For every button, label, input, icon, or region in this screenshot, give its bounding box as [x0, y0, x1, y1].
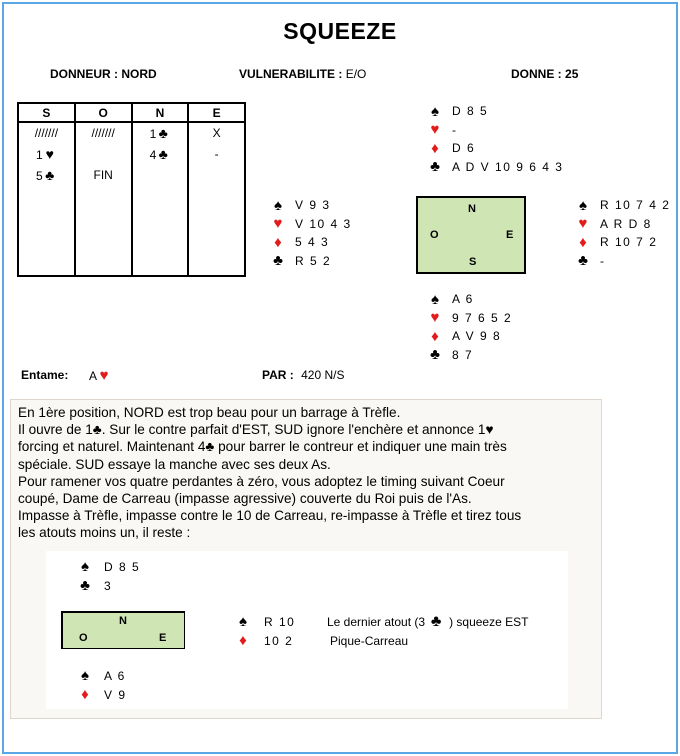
ending-east: ♠ R 10 ♦ 10 2 [236, 612, 295, 650]
donne-info: DONNE : 25 [511, 67, 579, 81]
bid-cell [188, 165, 245, 276]
entame-value: A ♥ [89, 367, 111, 384]
heart-icon: ♥ [45, 146, 54, 162]
club-icon: ♣ [430, 612, 442, 630]
bid-cell: 4 ♣ [132, 144, 189, 165]
heart-icon: ♥ [99, 367, 109, 384]
donneur-info: DONNEUR : NORD [50, 67, 157, 81]
spade-icon: ♠ [274, 196, 282, 214]
spade-icon: ♠ [579, 196, 587, 214]
diamond-icon: ♦ [274, 233, 282, 251]
spade-icon: ♠ [239, 613, 247, 630]
col-n: N [132, 103, 189, 122]
diamond-icon: ♦ [239, 632, 247, 649]
spade-icon: ♠ [431, 290, 439, 308]
north-hand: ♠ D 8 5 ♥ - ♦ D 6 ♣ A D V 10 9 6 4 3 [428, 102, 563, 176]
bid-cell: 5 ♣ [18, 165, 75, 276]
bidding-table [17, 102, 246, 277]
compass-east: E [506, 229, 514, 241]
page-title: SQUEEZE [283, 18, 397, 44]
col-e: E [188, 103, 245, 122]
text-line: En 1ère position, NORD est trop beau pour un barrage à Trèfle. [18, 405, 401, 420]
vulnerabilite-info: VULNERABILITE : E/O [239, 67, 367, 81]
entame-label: Entame: [21, 368, 69, 382]
bid-cell: X [188, 122, 245, 144]
club-icon: ♣ [273, 252, 283, 270]
bidding-header-row [18, 103, 245, 122]
bidding-row [18, 144, 245, 165]
bid-cell: 1 ♥ [18, 144, 75, 165]
diamond-icon: ♦ [431, 327, 439, 345]
club-icon: ♣ [158, 125, 168, 141]
heart-icon: ♥ [273, 215, 283, 233]
ending-south: ♠ A 6 ♦ V 9 [78, 666, 127, 704]
col-o: O [75, 103, 132, 122]
club-icon: ♣ [578, 252, 588, 270]
west-hand: ♠ V 9 3 ♥ V 10 4 3 ♦ 5 4 3 ♣ R 5 2 [271, 196, 352, 270]
spade-icon: ♠ [431, 102, 439, 120]
bid-cell: FIN [75, 165, 132, 276]
text-line: Il ouvre de 1♣. Sur le contre parfait d'EST, SUD ignore l'enchère et annonce 1♥ [18, 422, 494, 438]
heart-icon: ♥ [430, 309, 440, 327]
spade-icon: ♠ [81, 667, 89, 684]
bidding-row [18, 122, 245, 144]
compass-south: S [469, 256, 477, 268]
compass-west: O [430, 229, 439, 241]
heart-icon: ♥ [430, 121, 440, 139]
compass-north: N [119, 615, 127, 627]
heart-icon: ♥ [578, 215, 588, 233]
bid-cell: 1 ♣ [132, 122, 189, 144]
explanation-text [18, 404, 598, 542]
squeeze-note: Le dernier atout (3 ♣ ) squeeze EST Pique-Carreau [327, 612, 529, 648]
diamond-icon: ♦ [431, 139, 439, 157]
ending-north: ♠ D 8 5 ♣ 3 [78, 557, 140, 595]
text-line: les atouts moins un, il reste : [18, 525, 191, 541]
bidding-row [18, 165, 245, 276]
club-icon: ♣ [430, 158, 440, 176]
compass-west: O [79, 632, 88, 644]
diamond-icon: ♦ [81, 686, 89, 703]
text-line: spéciale. SUD essaye la manche avec ses deux As. [18, 456, 331, 472]
par-info: PAR : 420 N/S [262, 368, 345, 382]
col-s: S [18, 103, 75, 122]
club-icon: ♣ [158, 146, 168, 162]
club-icon: ♣ [430, 346, 440, 364]
text-line: forcing et naturel. Maintenant 4♣ pour barrer le contreur et indiquer une main très [18, 439, 507, 455]
bid-cell: /////// [18, 122, 75, 144]
text-line: coupé, Dame de Carreau (impasse agressive) couverte du Roi puis de l'As. [18, 491, 472, 507]
south-hand: ♠ A 6 ♥ 9 7 6 5 2 ♦ A V 9 8 ♣ 8 7 [428, 290, 512, 364]
compass-box [416, 196, 526, 274]
ending-compass-box [61, 611, 185, 649]
text-line: Pour ramener vos quatre perdantes à zéro, vous adoptez le timing suivant Coeur [18, 473, 505, 489]
text-line: Impasse à Trèfle, impasse contre le 10 de Carreau, re-impasse à Trèfle et tirez tous [18, 508, 522, 524]
diamond-icon: ♦ [579, 233, 587, 251]
compass-north: N [468, 203, 476, 215]
east-hand: ♠ R 10 7 4 2 ♥ A R D 8 ♦ R 10 7 2 ♣ - [576, 196, 670, 270]
compass-east: E [159, 632, 167, 644]
bid-cell: /////// [75, 122, 132, 144]
bid-cell [132, 165, 189, 276]
spade-icon: ♠ [81, 558, 89, 575]
bid-cell [75, 144, 132, 165]
club-icon: ♣ [80, 577, 90, 594]
bid-cell: - [188, 144, 245, 165]
club-icon: ♣ [45, 167, 55, 183]
